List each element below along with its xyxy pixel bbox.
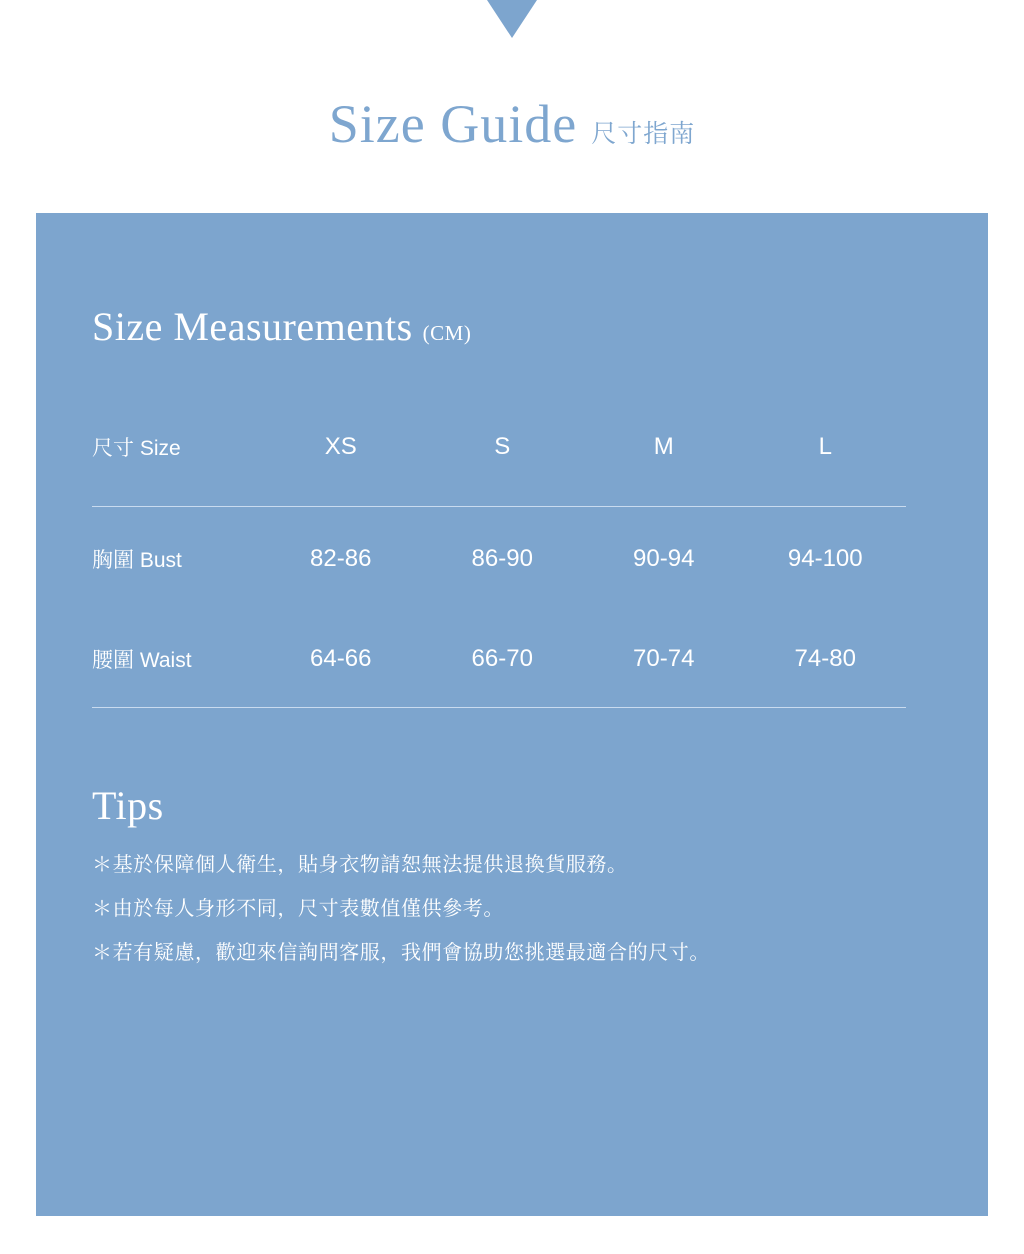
table-col-header-l: L [818,433,832,460]
tips-title: Tips [92,783,164,828]
list-item: ＊由於每人身形不同，尺寸表數值僅供參考。 [92,898,504,920]
size-guide-panel [36,213,988,1216]
table-row [92,607,906,708]
list-item: ＊若有疑慮，歡迎來信詢問客服，我們會協助您挑選最適合的尺寸。 [92,942,710,964]
table-head [92,416,906,507]
cell-bust-m: 90-94 [633,545,695,572]
table-header-row [92,416,906,507]
cell-waist-xs: 64-66 [310,645,372,672]
section-header [92,213,932,350]
page-title-zh: 尺寸指南 [591,120,696,148]
list-item: ＊基於保障個人衛生，貼身衣物請恕無法提供退換貨服務。 [92,854,628,876]
row-label-bust: 胸圍 Bust [92,549,182,572]
cell-waist-m: 70-74 [633,645,695,672]
table-col-header-xs: XS [324,433,357,460]
triangle-down-icon [487,0,537,38]
table-body [92,507,906,708]
table-col-header-s: S [494,433,511,460]
tips-list [92,855,932,963]
header-arrow-area [0,0,1024,44]
section-title-unit: (CM) [422,321,472,345]
section-title: Size Measurements [92,304,413,349]
page-title [0,44,1024,204]
table-col-header-size: 尺寸 Size [92,437,181,460]
page-title-en: Size Guide [328,94,578,154]
cell-bust-xs: 82-86 [310,545,372,572]
table-row [92,507,906,608]
table-col-header-m: M [653,433,674,460]
cell-waist-s: 66-70 [471,645,533,672]
size-measurements-table [92,416,906,708]
cell-waist-l: 74-80 [794,645,856,672]
row-label-waist: 腰圍 Waist [92,649,192,672]
cell-bust-s: 86-90 [471,545,533,572]
cell-bust-l: 94-100 [787,545,863,572]
